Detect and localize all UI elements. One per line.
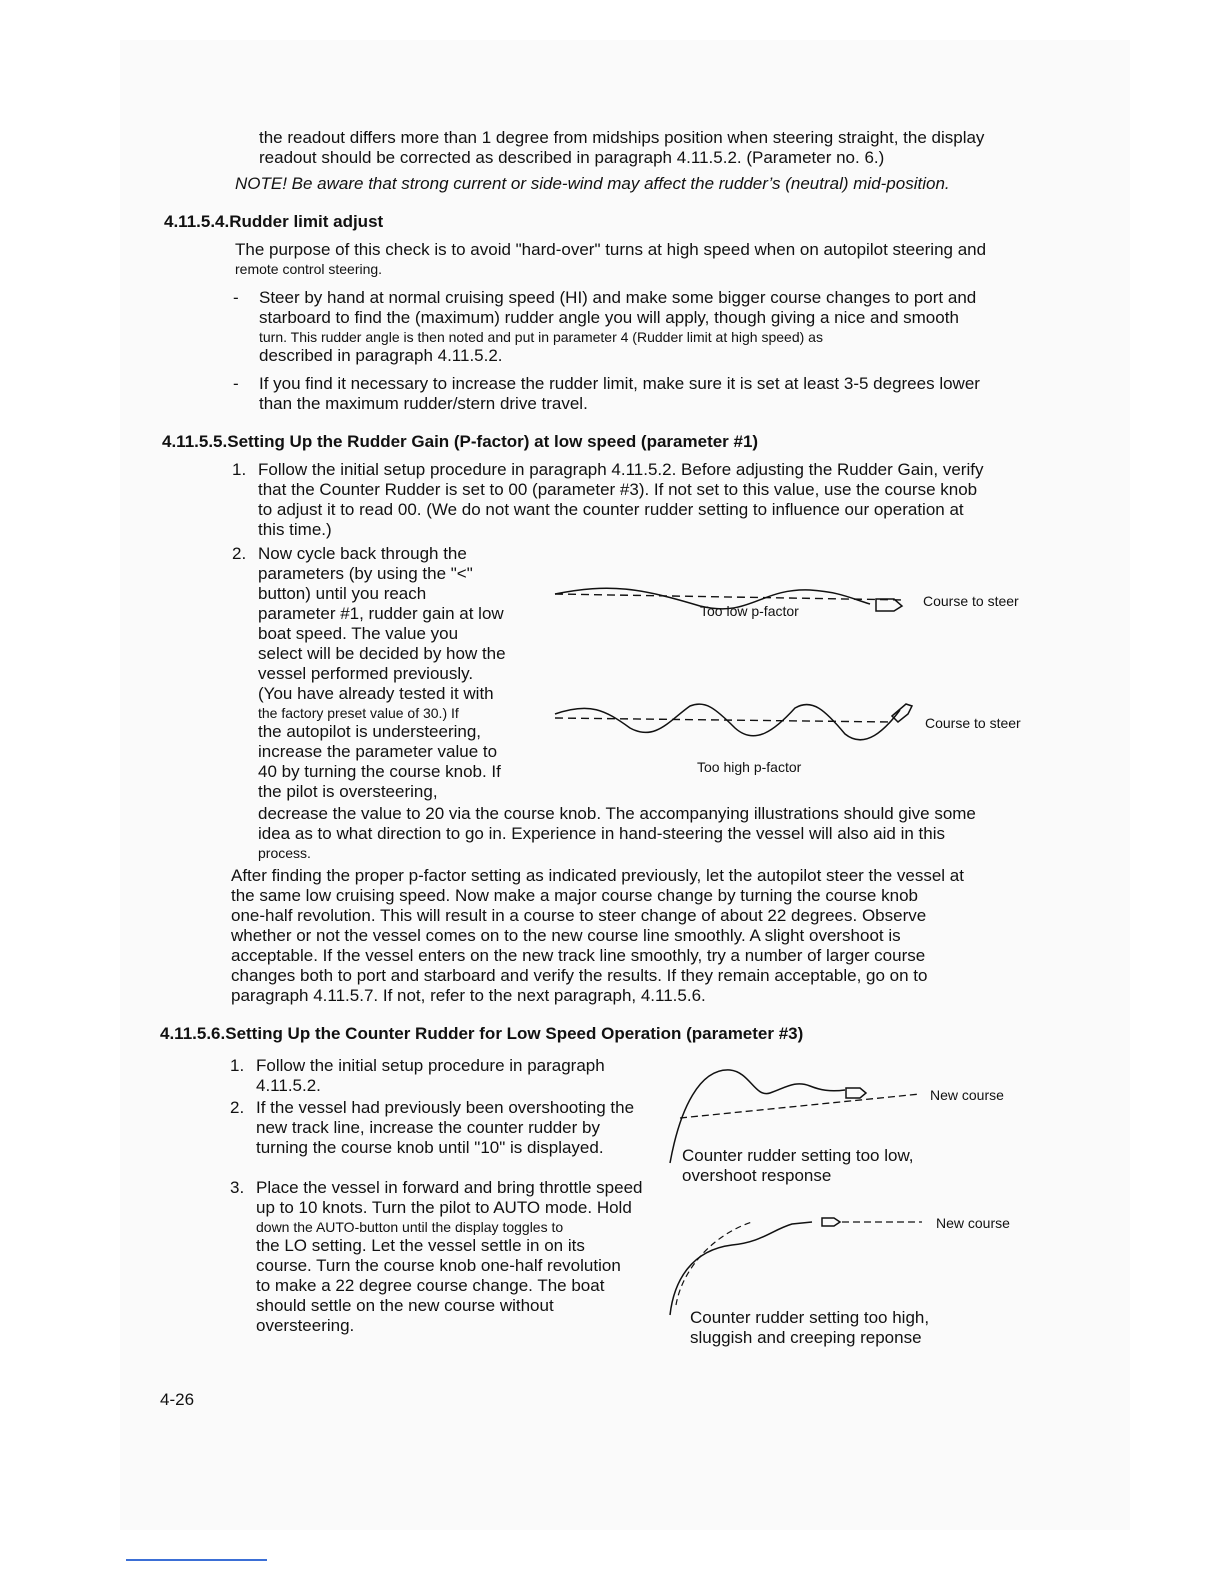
boat-icon <box>892 704 912 722</box>
section-heading-4-11-5-5: 4.11.5.5.Setting Up the Rudder Gain (P-factor) at low speed (parameter #1) <box>162 432 759 451</box>
course-to-steer-label-2: Course to steer <box>925 715 1021 731</box>
p-factor-step-1: 1. Follow the initial setup procedure in paragraph 4.11.5.2. Before adjusting the Rudder Gain, verify that the Counter Rudder is set to 00 (parameter #3). If not set to this value, use the course knob to adjust it to read 00. (We do not want the counter rudder setting to influence our operation at this time.) <box>232 460 984 539</box>
p-factor-step-2-continued: decrease the value to 20 via the course knob. The accompanying illustrations should give some idea as to what direction to go in. Experience in hand-steering the vessel will also aid in this process. <box>258 804 976 861</box>
course-line <box>676 1222 752 1305</box>
counter-rudder-too-high-diagram <box>662 1210 932 1320</box>
footer-divider <box>126 1559 267 1561</box>
boat-icon <box>822 1218 840 1226</box>
vessel-track <box>670 1222 812 1315</box>
list-item: - If you find it necessary to increase the rudder limit, make sure it is set at least 3-5 degrees lower than the maximum rudder/stern drive travel. <box>233 374 980 413</box>
page-number: 4-26 <box>160 1390 195 1409</box>
purpose-line-2: remote control steering. <box>235 261 383 277</box>
counter-rudder-step-3: 3. Place the vessel in forward and bring throttle speed up to 10 knots. Turn the pilot to AUTO mode. Hold down the AUTO-button until the display toggles to the LO setting. Let the vessel settle in on its course. Turn the course knob one-half revolution to make a 22 degree course change. The boat should settle on the new course without oversteering. <box>230 1178 643 1335</box>
too-low-p-factor-label: Too low p-factor <box>700 603 799 619</box>
counter-rudder-too-high-caption: Counter rudder setting too high, sluggish and creeping reponse <box>690 1308 930 1347</box>
too-high-p-factor-diagram <box>550 700 920 750</box>
purpose-line-1: The purpose of this check is to avoid "hard-over" turns at high speed when on autopilot steering and <box>235 240 987 259</box>
p-factor-after-paragraph: After finding the proper p-factor setting as indicated previously, let the autopilot steer the vessel at the same low cruising speed. Now make a major course change by turning the course knob one-half revolution. This will result in a course to steer change of about 22 degrees. Observe whether or not the vessel comes on to the new course line smoothly. A slight overshoot is acceptable. If the vessel enters on the new track line smoothly, try a number of larger course changes both to port and starboard and verify the results. If they remain acceptable, go on to paragraph 4.11.5.7. If not, refer to the next paragraph, 4.11.5.6. <box>231 866 964 1005</box>
boat-icon <box>876 599 902 611</box>
course-line <box>555 594 905 600</box>
course-line <box>555 718 890 722</box>
section-heading-4-11-5-4: 4.11.5.4.Rudder limit adjust <box>164 212 384 231</box>
new-course-label-1: New course <box>930 1087 1004 1103</box>
intro-paragraph <box>259 128 1019 168</box>
intro-note: NOTE! Be aware that strong current or side-wind may affect the rudder’s (neutral) mid-position. <box>235 174 950 193</box>
rudder-limit-purpose <box>235 240 1025 278</box>
counter-rudder-too-low-caption: Counter rudder setting too low, overshoot response <box>682 1146 914 1185</box>
list-item: - Steer by hand at normal cruising speed (HI) and make some bigger course changes to port and starboard to find the (maximum) rudder angle you will apply, though giving a nice and smooth turn. This rudder angle is then noted and put in parameter 4 (Rudder limit at high speed) as described in paragraph 4.11.5.2. <box>233 288 977 365</box>
counter-rudder-step-2: 2. If the vessel had previously been overshooting the new track line, increase the counter rudder by turning the course knob until "10" is displayed. <box>230 1098 635 1157</box>
too-high-p-factor-label: Too high p-factor <box>697 759 802 775</box>
boat-icon <box>846 1088 866 1098</box>
new-course-label-2: New course <box>936 1215 1010 1231</box>
intro-line-2: readout should be corrected as described in paragraph 4.11.5.2. (Parameter no. 6.) <box>259 148 885 167</box>
p-factor-step-2: 2. Now cycle back through the parameters (by using the "<" button) until you reach parameter #1, rudder gain at low boat speed. The value you select will be decided by how the vessel performed previously. (You have already tested it with the factory preset value of 30.) If the autopilot is understeering, increase the parameter value to 40 by turning the course knob. If the pilot is oversteering, <box>232 544 506 801</box>
course-to-steer-label-1: Course to steer <box>923 593 1019 609</box>
course-line <box>680 1094 920 1118</box>
intro-line-1: the readout differs more than 1 degree from midships position when steering straight, the display <box>259 128 985 147</box>
counter-rudder-step-1: 1. Follow the initial setup procedure in paragraph 4.11.5.2. <box>230 1056 605 1095</box>
section-heading-4-11-5-6: 4.11.5.6.Setting Up the Counter Rudder for Low Speed Operation (parameter #3) <box>160 1024 804 1043</box>
